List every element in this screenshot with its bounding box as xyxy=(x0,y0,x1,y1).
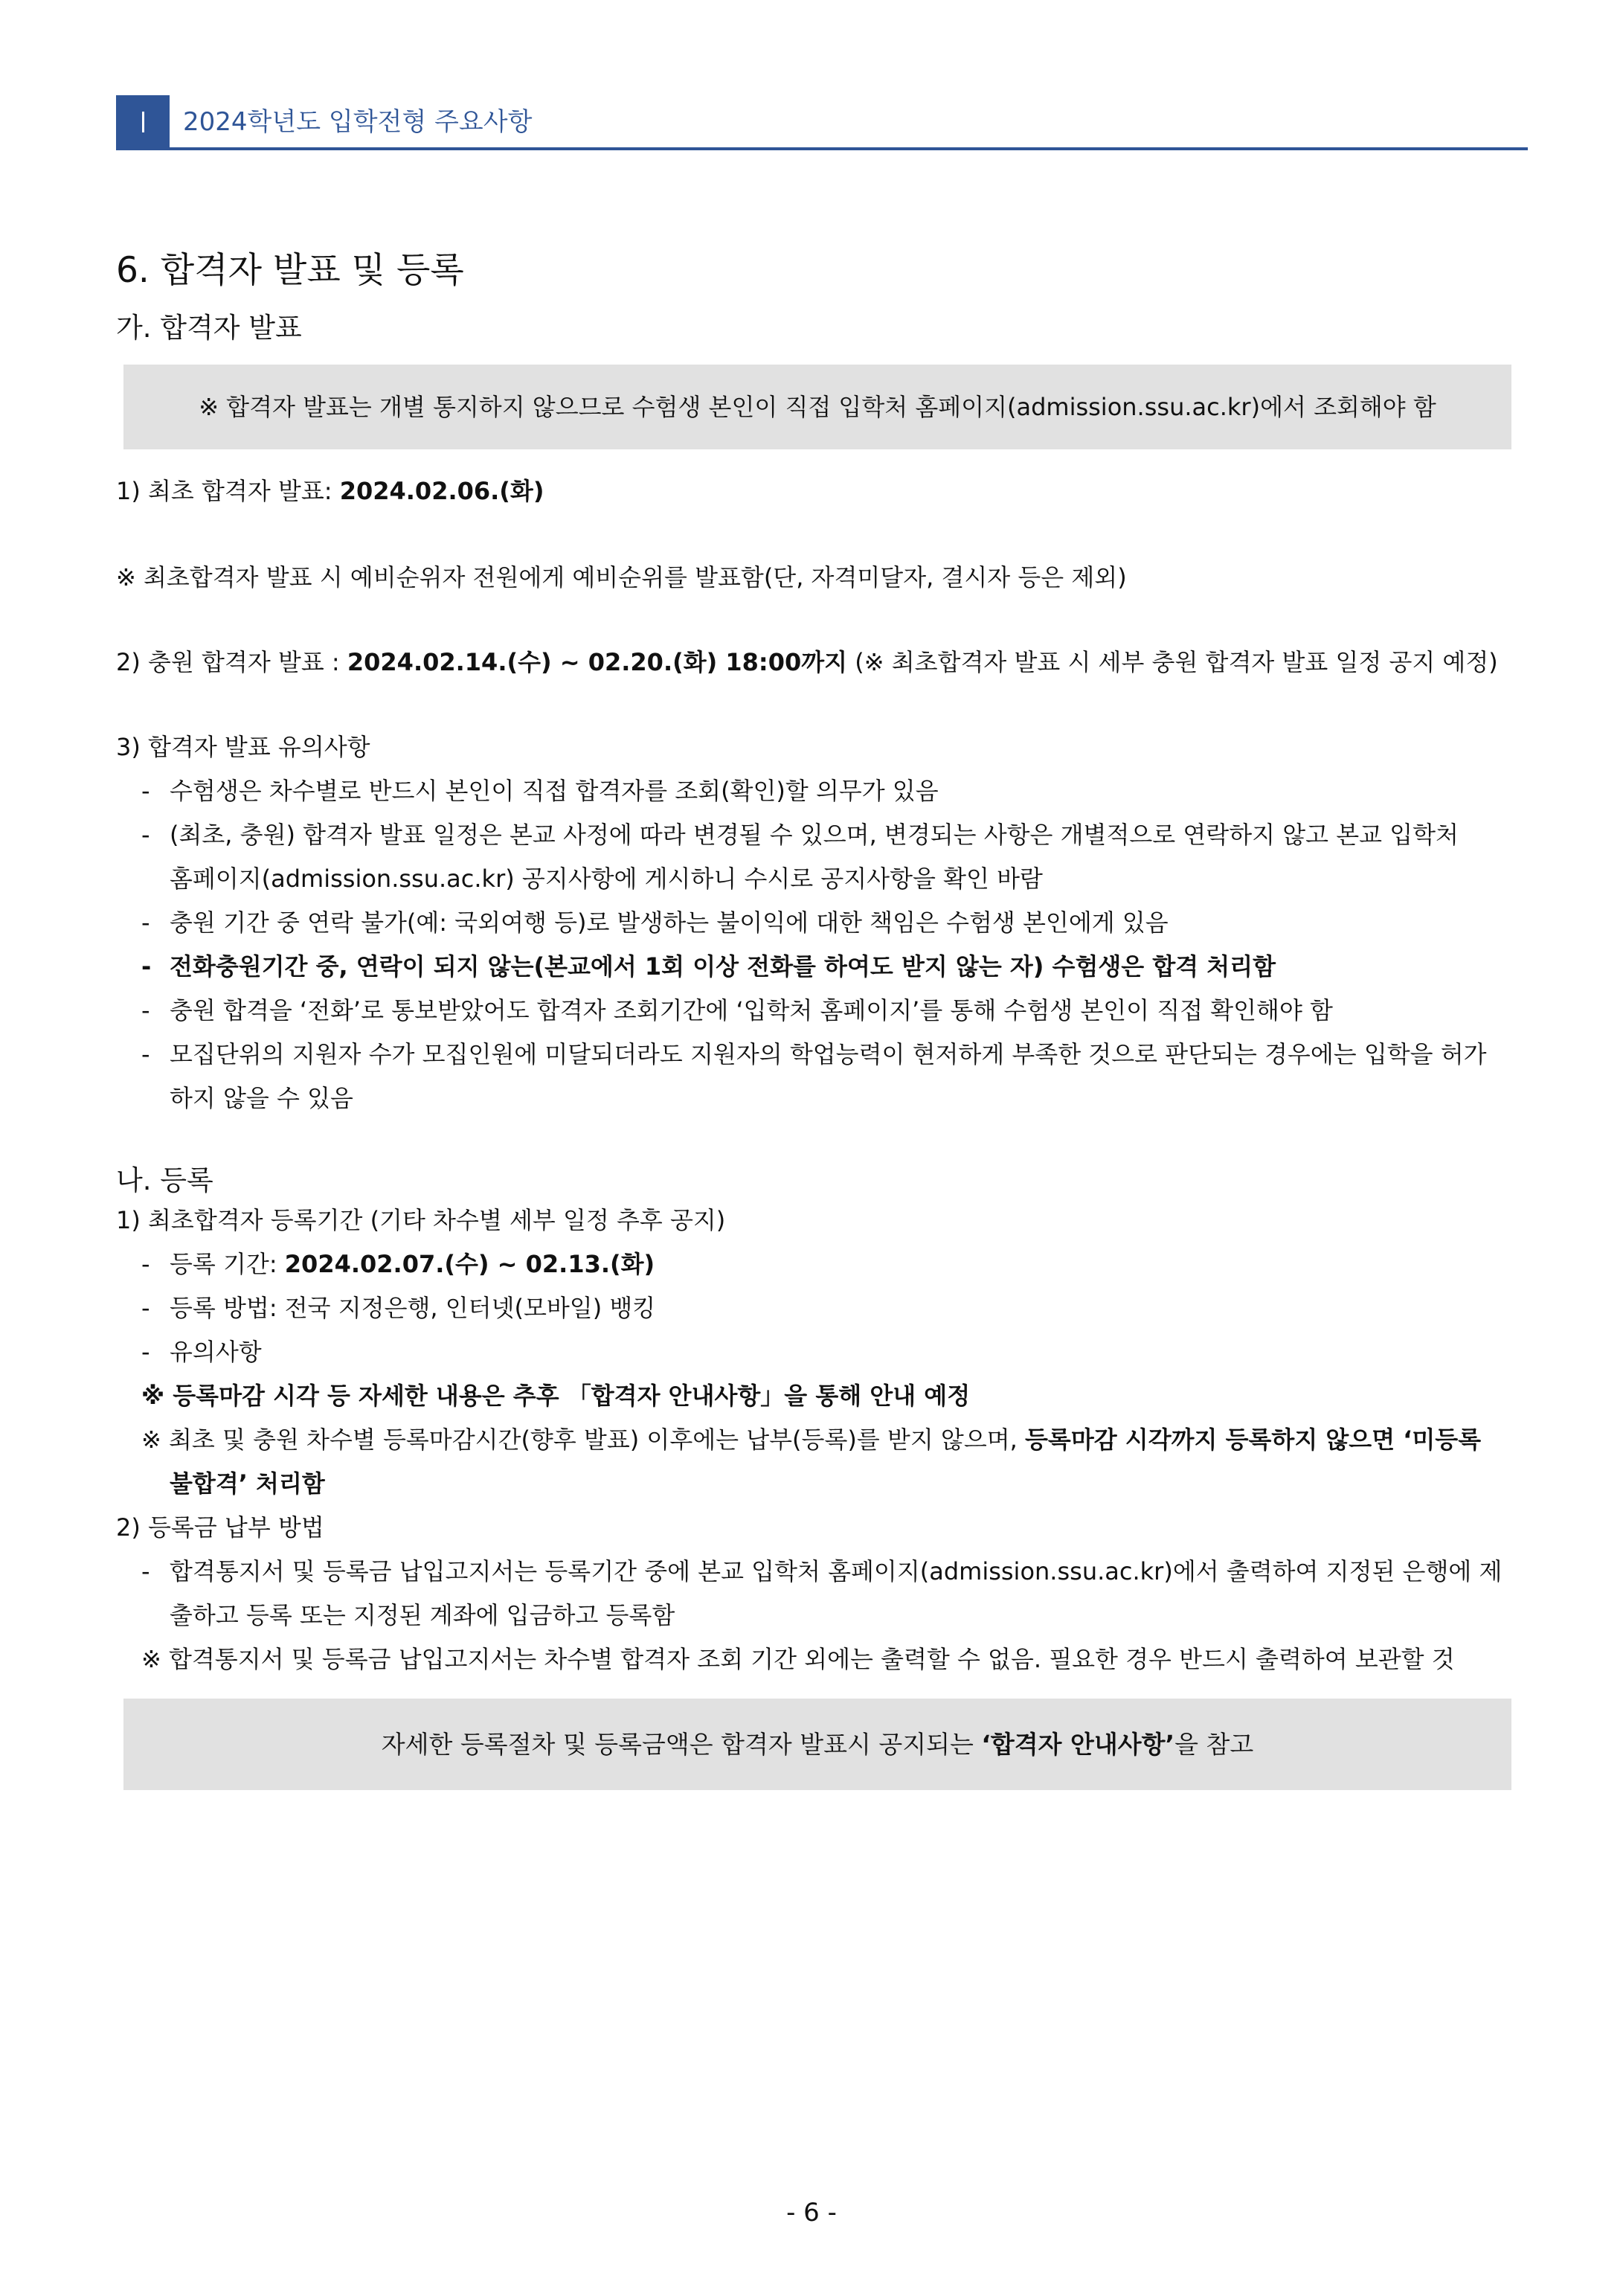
caution-6-line-2: 하지 않을 수 있음 xyxy=(170,1084,353,1112)
registration-reference-b-text: ※ 최초 및 충원 차수별 등록마감시간(향후 발표) 이후에는 납부(등록)를 받지 않으며, xyxy=(141,1426,1025,1454)
item-2-note: (※ 최초합격자 발표 시 세부 충원 합격자 발표 일정 공지 예정) xyxy=(847,648,1498,676)
bullet-dash: - xyxy=(141,952,152,981)
reference-note-1: ※ 최초합격자 발표 시 예비순위자 전원에게 예비순위를 발표함(단, 자격미달자, 결시자 등은 제외) xyxy=(116,563,1127,591)
header-rule xyxy=(116,147,1528,150)
bullet-dash: - xyxy=(141,1040,150,1068)
page-number: - 6 - xyxy=(786,2198,837,2228)
item-2-date: 2024.02.14.(수) ~ 02.20.(화) 18:00까지 xyxy=(347,648,848,676)
item-1-label: 1) 최초 합격자 발표: xyxy=(116,477,340,505)
header-marker-bar xyxy=(142,112,144,132)
notice-box-registration xyxy=(123,1699,1511,1790)
registration-reference-a: ※ 등록마감 시각 등 자세한 내용은 추후 「합격자 안내사항」을 통해 안내 예정 xyxy=(141,1382,971,1410)
registration-period-label: 등록 기간: xyxy=(170,1250,285,1278)
bullet-dash: - xyxy=(141,996,150,1024)
registration-caution-label: 유의사항 xyxy=(170,1338,262,1366)
notice-text: 자세한 등록절차 및 등록금액은 합격자 발표시 공지되는 xyxy=(381,1730,982,1759)
bullet-dash: - xyxy=(141,821,150,849)
bullet-dash: - xyxy=(141,1557,150,1585)
bullet-dash: - xyxy=(141,777,150,805)
registration-period xyxy=(170,1249,655,1279)
item-2 xyxy=(116,647,1498,677)
item-3-title: 3) 합격자 발표 유의사항 xyxy=(116,733,370,761)
bullet-dash: - xyxy=(141,908,150,937)
caution-2-line-1: (최초, 충원) 합격자 발표 일정은 본교 사정에 따라 변경될 수 있으며, 변경되는 사항은 개별적으로 연락하지 않고 본교 입학처 xyxy=(170,821,1459,849)
notice-emphasis: ‘합격자 안내사항’ xyxy=(981,1730,1175,1759)
caution-2-line-2: 홈페이지(admission.ssu.ac.kr) 공지사항에 게시하니 수시로 공지사항을 확인 바람 xyxy=(170,865,1043,893)
registration-period-date: 2024.02.07.(수) ~ 02.13.(화) xyxy=(284,1250,655,1278)
registration-2-title: 2) 등록금 납부 방법 xyxy=(116,1513,324,1542)
bullet-dash: - xyxy=(141,1250,150,1278)
item-1 xyxy=(116,476,544,506)
caution-1: 수험생은 차수별로 반드시 본인이 직접 합격자를 조회(확인)할 의무가 있음 xyxy=(170,777,939,805)
notice-box-announcement: ※ 합격자 발표는 개별 통지하지 않으므로 수험생 본인이 직접 입학처 홈페이지(admission.ssu.ac.kr)에서 조회해야 함 xyxy=(123,365,1511,449)
registration-reference-b xyxy=(141,1425,1481,1455)
notice-suffix: 을 참고 xyxy=(1174,1730,1254,1759)
bullet-dash: - xyxy=(141,1294,150,1322)
section-title: 6. 합격자 발표 및 등록 xyxy=(116,250,464,291)
payment-method-line-2: 출하고 등록 또는 지정된 계좌에 입금하고 등록함 xyxy=(170,1601,675,1629)
bullet-dash: - xyxy=(141,1338,150,1366)
subsection-b-title: 나. 등록 xyxy=(116,1164,213,1196)
registration-1-title: 1) 최초합격자 등록기간 (기타 차수별 세부 일정 추후 공지) xyxy=(116,1206,726,1234)
caution-3: 충원 기간 중 연락 불가(예: 국외여행 등)로 발생하는 불이익에 대한 책임은 수험생 본인에게 있음 xyxy=(170,908,1169,937)
payment-method-line-1: 합격통지서 및 등록금 납입고지서는 등록기간 중에 본교 입학처 홈페이지(admission.ssu.ac.kr)에서 출력하여 지정된 은행에 제 xyxy=(170,1557,1503,1585)
registration-reference-b-line-2: 불합격’ 처리함 xyxy=(170,1469,325,1498)
caution-5: 충원 합격을 ‘전화’로 통보받았어도 합격자 조회기간에 ‘입학처 홈페이지’를 통해 수험생 본인이 직접 확인해야 함 xyxy=(170,996,1333,1024)
payment-reference: ※ 합격통지서 및 등록금 납입고지서는 차수별 합격자 조회 기간 외에는 출력할 수 없음. 필요한 경우 반드시 출력하여 보관할 것 xyxy=(141,1645,1455,1673)
subsection-a-title: 가. 합격자 발표 xyxy=(116,312,302,344)
caution-6-line-1: 모집단위의 지원자 수가 모집인원에 미달되더라도 지원자의 학업능력이 현저하게 부족한 것으로 판단되는 경우에는 입학을 허가 xyxy=(170,1040,1487,1068)
item-1-date: 2024.02.06.(화) xyxy=(339,477,544,505)
header-title: 2024학년도 입학전형 주요사항 xyxy=(183,107,533,137)
item-2-label: 2) 충원 합격자 발표 : xyxy=(116,648,347,676)
registration-method: 등록 방법: 전국 지정은행, 인터넷(모바일) 뱅킹 xyxy=(170,1294,656,1322)
caution-4: 전화충원기간 중, 연락이 되지 않는(본교에서 1회 이상 전화를 하여도 받지 않는 자) 수험생은 합격 처리함 xyxy=(170,952,1276,981)
registration-reference-b-bold: 등록마감 시각까지 등록하지 않으면 ‘미등록 xyxy=(1025,1426,1482,1454)
